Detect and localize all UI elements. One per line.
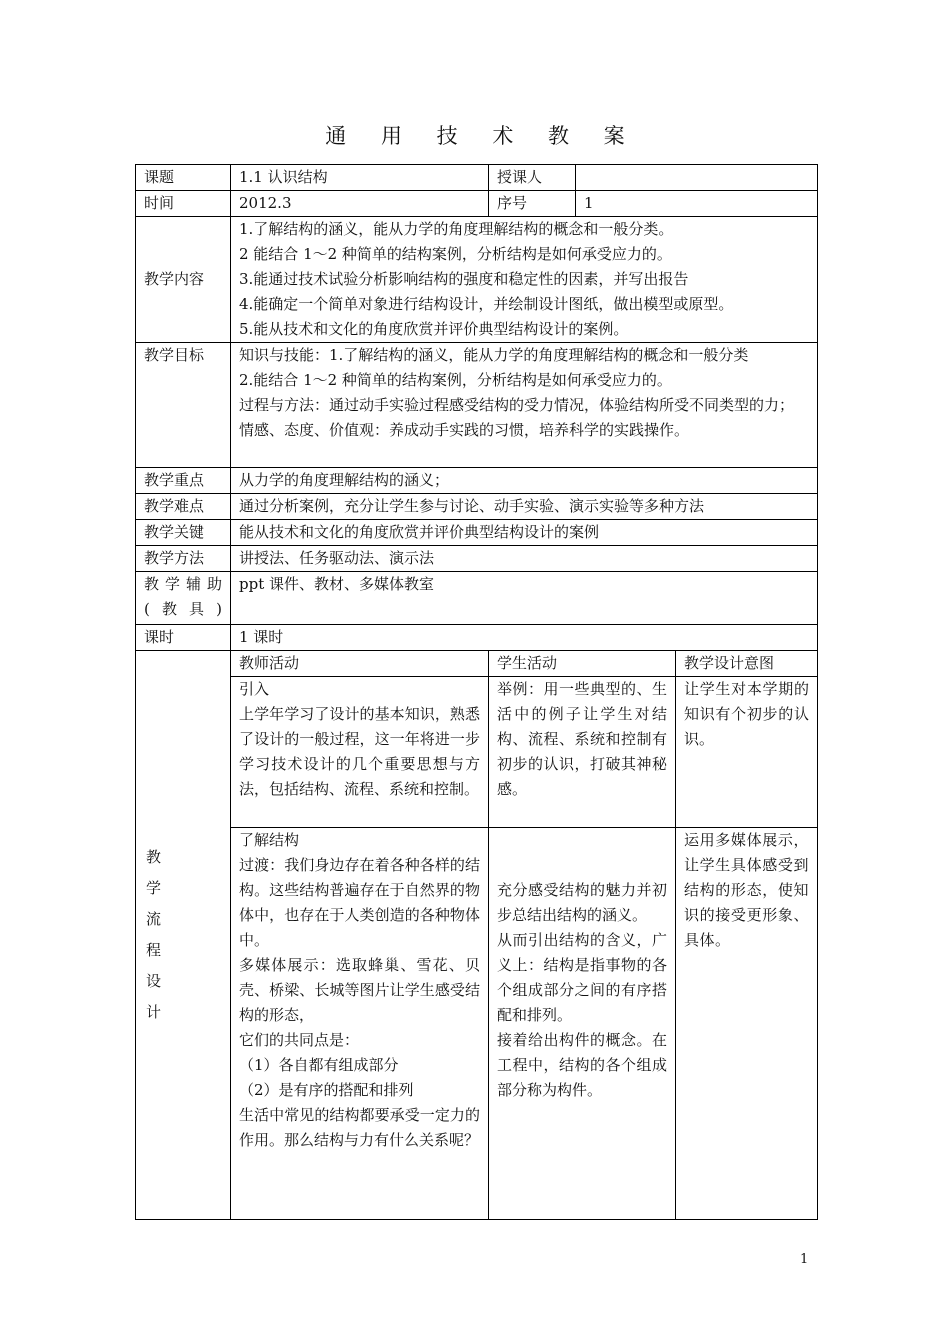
structure-teacher-text: 多媒体展示：选取蜂巢、雪花、贝壳、桥梁、长城等图片让学生感受结构的形态， xyxy=(239,956,480,1024)
flow-label-char: 设 xyxy=(146,972,162,990)
flow-row-structure xyxy=(136,828,818,1220)
goals-label: 教学目标 xyxy=(136,343,231,468)
row-goals xyxy=(136,343,818,468)
structure-teacher-text: 生活中常见的结构都要承受一定力的作用。那么结构与力有什么关系呢？ xyxy=(239,1106,480,1149)
key-point-value: 从力学的角度理解结构的涵义； xyxy=(231,468,818,494)
structure-student-text: 接着给出构件的概念。在工程中，结构的各个组成部分称为构件。 xyxy=(497,1031,667,1099)
content-line: 4.能确定一个简单对象进行结构设计，并绘制设计图纸，做出模型或原型。 xyxy=(239,295,734,313)
col-intent-header: 教学设计意图 xyxy=(676,651,818,677)
document-title: 通 用 技 术 教 案 xyxy=(325,124,639,148)
difficulty-value: 通过分析案例，充分让学生参与讨论、动手实验、演示实验等多种方法 xyxy=(231,494,818,520)
flow-label-char: 流 xyxy=(146,910,162,928)
goals-text xyxy=(231,343,818,468)
content-line: 2 能结合 1～2 种简单的结构案例，分析结构是如何承受应力的。 xyxy=(239,245,672,263)
page-number: 1 xyxy=(800,1252,809,1267)
flow-label xyxy=(136,651,231,1220)
structure-student-cell xyxy=(489,828,676,1220)
intro-teacher-cell xyxy=(231,677,489,828)
content-line: 5.能从技术和文化的角度欣赏并评价典型结构设计的案例。 xyxy=(239,320,629,338)
teacher-label: 授课人 xyxy=(489,165,576,191)
intro-student-cell: 举例：用一些典型的、生活中的例子让学生对结构、流程、系统和控制有初步的认识，打破其神秘感。 xyxy=(489,677,676,828)
structure-student-text: 充分感受结构的魅力并初步总结出结构的涵义。 xyxy=(497,881,667,924)
structure-teacher-text: （1）各自都有组成部分 xyxy=(239,1056,399,1074)
key-point-label: 教学重点 xyxy=(136,468,231,494)
topic-label: 课题 xyxy=(136,165,231,191)
structure-intent-cell: 运用多媒体展示，让学生具体感受到结构的形态，使知识的接受更形象、具体。 xyxy=(676,828,818,1220)
structure-teacher-heading: 了解结构 xyxy=(239,831,300,849)
structure-teacher-text: 它们的共同点是： xyxy=(239,1031,360,1049)
teacher-value xyxy=(576,165,818,191)
content-line: 3.能通过技术试验分析影响结构的强度和稳定性的因素，并写出报告 xyxy=(239,270,689,288)
goals-line: 知识与技能：1.了解结构的涵义，能从力学的角度理解结构的概念和一般分类 xyxy=(239,346,749,364)
aids-label: 教学辅助(教具) xyxy=(136,572,231,625)
hours-value: 1 课时 xyxy=(231,625,818,651)
topic-value: 1.1 认识结构 xyxy=(231,165,489,191)
row-key xyxy=(136,520,818,546)
seq-value: 1 xyxy=(576,191,818,217)
row-content xyxy=(136,217,818,343)
intro-intent-cell: 让学生对本学期的知识有个初步的认识。 xyxy=(676,677,818,828)
goals-line: 2.能结合 1～2 种简单的结构案例，分析结构是如何承受应力的。 xyxy=(239,371,672,389)
flow-row-intro xyxy=(136,677,818,828)
content-line: 1.了解结构的涵义，能从力学的角度理解结构的概念和一般分类。 xyxy=(239,220,674,238)
row-topic xyxy=(136,165,818,191)
flow-label-char: 学 xyxy=(146,879,162,897)
col-student-header: 学生活动 xyxy=(489,651,676,677)
row-time xyxy=(136,191,818,217)
method-value: 讲授法、任务驱动法、演示法 xyxy=(231,546,818,572)
key-value: 能从技术和文化的角度欣赏并评价典型结构设计的案例 xyxy=(231,520,818,546)
content-label: 教学内容 xyxy=(136,217,231,343)
aids-value: ppt 课件、教材、多媒体教室 xyxy=(231,572,818,625)
seq-label: 序号 xyxy=(489,191,576,217)
flow-label-char: 计 xyxy=(146,1003,162,1021)
time-value: 2012.3 xyxy=(231,191,489,217)
col-teacher-header: 教师活动 xyxy=(231,651,489,677)
difficulty-label: 教学难点 xyxy=(136,494,231,520)
row-difficulty xyxy=(136,494,818,520)
content-text xyxy=(231,217,818,343)
row-key-point xyxy=(136,468,818,494)
structure-teacher-text: （2）是有序的搭配和排列 xyxy=(239,1081,414,1099)
structure-student-text: 从而引出结构的含义，广义上：结构是指事物的各个组成部分之间的有序搭配和排列。 xyxy=(497,931,667,1024)
time-label: 时间 xyxy=(136,191,231,217)
intro-teacher-heading: 引入 xyxy=(239,680,270,698)
lesson-plan-table xyxy=(135,164,818,1220)
method-label: 教学方法 xyxy=(136,546,231,572)
row-aids xyxy=(136,572,818,625)
row-hours xyxy=(136,625,818,651)
structure-teacher-text: 过渡：我们身边存在着各种各样的结构。这些结构普遍存在于自然界的物体中，也存在于人类创造的各种物体中。 xyxy=(239,856,480,949)
key-label: 教学关键 xyxy=(136,520,231,546)
goals-line: 情感、态度、价值观：养成动手实践的习惯，培养科学的实践操作。 xyxy=(239,421,690,439)
structure-teacher-cell xyxy=(231,828,489,1220)
flow-label-char: 教 xyxy=(146,848,162,866)
flow-label-char: 程 xyxy=(146,941,162,959)
goals-line: 过程与方法：通过动手实验过程感受结构的受力情况，体验结构所受不同类型的力； xyxy=(239,396,795,414)
row-method xyxy=(136,546,818,572)
intro-teacher-text: 上学年学习了设计的基本知识，熟悉了设计的一般过程，这一年将进一步学习技术设计的几个重要思想与方法，包括结构、流程、系统和控制。 xyxy=(239,705,480,798)
hours-label: 课时 xyxy=(136,625,231,651)
flow-header-row xyxy=(136,651,818,677)
